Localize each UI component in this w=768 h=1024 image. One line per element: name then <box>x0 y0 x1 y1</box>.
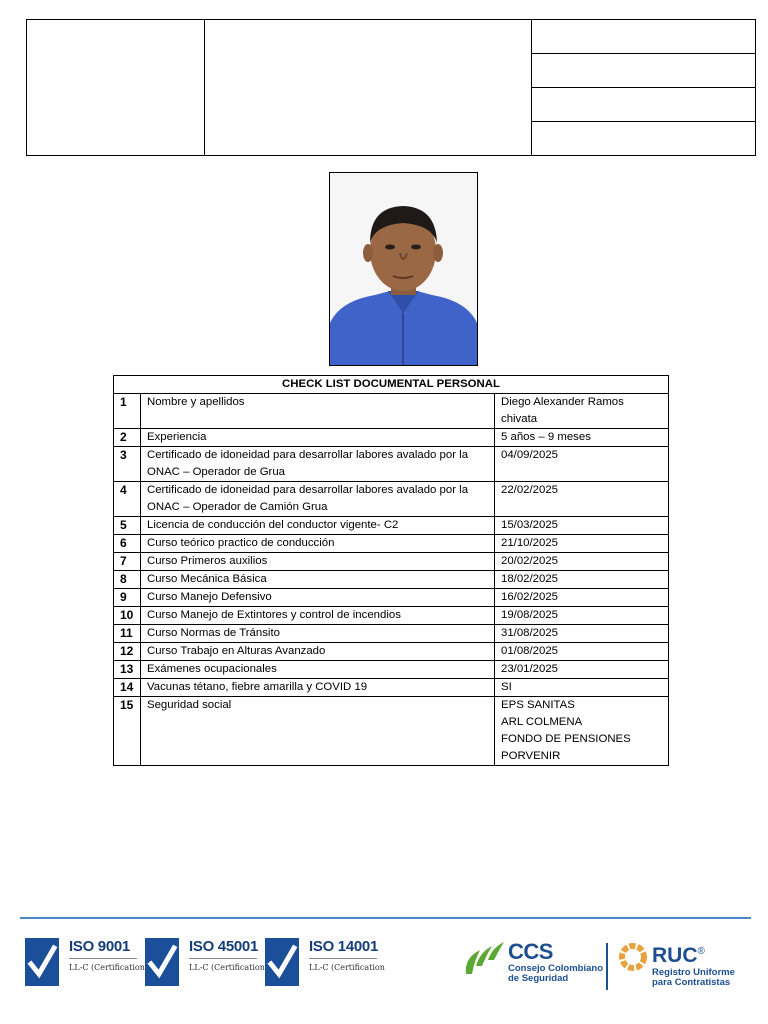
table-row <box>114 679 669 697</box>
row-number: 8 <box>114 571 141 589</box>
header-meta-row <box>532 88 755 122</box>
row-item: Curso Normas de Tránsito <box>141 625 495 643</box>
row-number: 9 <box>114 589 141 607</box>
iso-14001-badge <box>265 938 385 990</box>
row-number: 7 <box>114 553 141 571</box>
row-item: Experiencia <box>141 429 495 447</box>
ruc-logo <box>618 940 735 988</box>
row-number: 4 <box>114 482 141 517</box>
row-number: 1 <box>114 394 141 429</box>
row-value: 18/02/2025 <box>495 571 669 589</box>
row-item: Curso Mecánica Básica <box>141 571 495 589</box>
table-row <box>114 589 669 607</box>
table-row <box>114 429 669 447</box>
row-number: 13 <box>114 661 141 679</box>
row-item: Nombre y apellidos <box>141 394 495 429</box>
iso-9001-badge <box>25 938 145 990</box>
row-number: 3 <box>114 447 141 482</box>
row-item: Vacunas tétano, fiebre amarilla y COVID 19 <box>141 679 495 697</box>
table-row <box>114 517 669 535</box>
checkmark-icon <box>25 938 59 986</box>
person-photo <box>329 172 478 366</box>
cert-name: ISO 9001 <box>69 938 130 955</box>
table-row <box>114 447 669 482</box>
row-item: Curso Manejo Defensivo <box>141 589 495 607</box>
row-item: Certificado de idoneidad para desarrollar labores avalado por la ONAC – Operador de Camión Grua <box>141 482 495 517</box>
row-value: Diego Alexander Ramos chivata <box>495 394 669 429</box>
row-value: 21/10/2025 <box>495 535 669 553</box>
header-logo-cell <box>27 20 205 155</box>
header-meta-cells <box>532 20 755 155</box>
cert-issuer: LL-C (Certification <box>69 963 145 972</box>
row-value: SI <box>495 679 669 697</box>
ccs-subtitle-2: de Seguridad <box>508 973 569 984</box>
header-title-cell <box>205 20 532 155</box>
row-value: 16/02/2025 <box>495 589 669 607</box>
row-value: 04/09/2025 <box>495 447 669 482</box>
row-value: 15/03/2025 <box>495 517 669 535</box>
row-number: 5 <box>114 517 141 535</box>
ruc-subtitle-1: Registro Uniforme <box>652 967 735 978</box>
ccs-title: CCS <box>508 939 553 964</box>
row-value: 20/02/2025 <box>495 553 669 571</box>
checklist-table <box>113 375 669 766</box>
cert-name: ISO 45001 <box>189 938 259 955</box>
row-number: 2 <box>114 429 141 447</box>
header-meta-row <box>532 54 755 88</box>
row-item: Licencia de conducción del conductor vigente- C2 <box>141 517 495 535</box>
row-item: Curso Trabajo en Alturas Avanzado <box>141 643 495 661</box>
table-row <box>114 697 669 766</box>
table-row <box>114 625 669 643</box>
row-number: 6 <box>114 535 141 553</box>
checkmark-icon <box>145 938 179 986</box>
row-value: EPS SANITAS ARL COLMENA FONDO DE PENSIONES PORVENIR <box>495 697 669 766</box>
ccs-leaf-icon <box>462 940 506 976</box>
header-meta-row <box>532 20 755 54</box>
checkmark-icon <box>265 938 299 986</box>
ruc-title: RUC® <box>652 944 705 967</box>
iso-45001-badge <box>145 938 265 990</box>
table-row <box>114 535 669 553</box>
table-row <box>114 643 669 661</box>
ccs-subtitle-1: Consejo Colombiano <box>508 963 603 974</box>
row-number: 12 <box>114 643 141 661</box>
cert-issuer: LL-C (Certification <box>309 963 385 972</box>
row-item: Exámenes ocupacionales <box>141 661 495 679</box>
table-row <box>114 661 669 679</box>
row-item: Curso Primeros auxilios <box>141 553 495 571</box>
row-item: Certificado de idoneidad para desarrollar labores avalado por la ONAC – Operador de Grua <box>141 447 495 482</box>
cert-name: ISO 14001 <box>309 938 379 955</box>
header-meta-row <box>532 122 755 155</box>
row-number: 14 <box>114 679 141 697</box>
logo-divider <box>606 943 608 990</box>
row-value: 23/01/2025 <box>495 661 669 679</box>
table-row <box>114 482 669 517</box>
row-value: 5 años – 9 meses <box>495 429 669 447</box>
checklist-title: CHECK LIST DOCUMENTAL PERSONAL <box>114 376 669 394</box>
ccs-logo <box>462 940 603 984</box>
table-row <box>114 394 669 429</box>
row-value: 22/02/2025 <box>495 482 669 517</box>
row-value: 01/08/2025 <box>495 643 669 661</box>
row-number: 11 <box>114 625 141 643</box>
registered-mark: ® <box>697 946 705 957</box>
row-item: Curso Manejo de Extintores y control de incendios <box>141 607 495 625</box>
row-value: 19/08/2025 <box>495 607 669 625</box>
table-row <box>114 553 669 571</box>
row-value: 31/08/2025 <box>495 625 669 643</box>
cert-issuer: LL-C (Certification <box>189 963 265 972</box>
document-header-table <box>26 19 756 156</box>
ruc-subtitle-2: para Contratistas <box>652 977 731 988</box>
checklist-title-row <box>114 376 669 394</box>
table-row <box>114 607 669 625</box>
row-item: Seguridad social <box>141 697 495 766</box>
row-number: 10 <box>114 607 141 625</box>
ruc-ring-icon <box>618 942 648 972</box>
table-row <box>114 571 669 589</box>
row-item: Curso teórico practico de conducción <box>141 535 495 553</box>
row-number: 15 <box>114 697 141 766</box>
person-photo-illustration <box>330 173 477 365</box>
footer-divider <box>20 917 751 919</box>
